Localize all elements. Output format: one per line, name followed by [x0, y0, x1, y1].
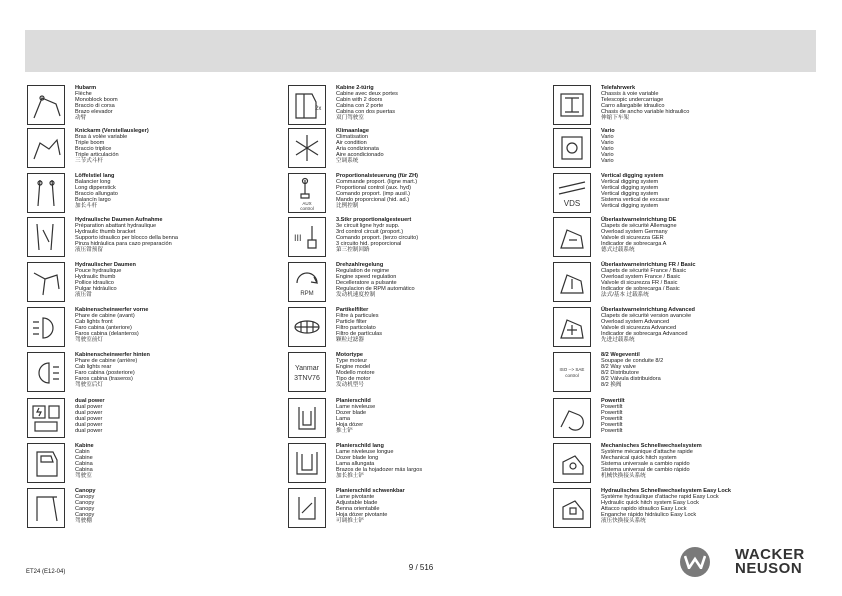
entry-translation: Vario [601, 140, 614, 147]
entry-translation: dual power [75, 422, 103, 429]
entry-translation: Overload system Germany [601, 229, 668, 236]
header-bar [25, 30, 816, 72]
entry-translation: 比例控制 [336, 203, 359, 210]
svg-text:control: control [565, 373, 579, 378]
entry-translation: Clapets de sécurité version avancée [601, 313, 692, 320]
telescopic-undercarriage-icon [553, 85, 591, 125]
entry-translation: Enganche rápido hidráulico Easy Lock [601, 512, 697, 519]
svg-text:Yanmar: Yanmar [295, 365, 319, 372]
entry-title: Vertical digging system [601, 173, 664, 179]
two-door-cabin-icon [288, 85, 326, 125]
entry-title: Kabine [75, 443, 94, 449]
entry-title: Hydraulischer Daumen [75, 262, 136, 268]
entry-translation: Regulation de regime [336, 268, 390, 275]
entry-translation: Vario [601, 152, 614, 159]
third-circuit-icon [288, 217, 326, 257]
entry-translation: Filtro particolato [336, 325, 376, 332]
entry-title: Planierschild schwenkbar [336, 488, 405, 494]
entry-translation: Valvole di sicurezza FR / Basic [601, 280, 678, 287]
entry-translation: Vertical digging system [601, 203, 659, 210]
cabin-icon [27, 443, 65, 483]
entry-translation: Cabina con dos puertas [336, 109, 396, 116]
entry-title: Partikelfilter [336, 307, 369, 313]
entry-translation: 驾驶室 [75, 473, 92, 480]
entry-translation: 8/2 Way valve [601, 364, 636, 371]
entry-translation: Cabin [75, 449, 90, 456]
entry-translation: Faros cabina (delanteros) [75, 331, 139, 338]
entry-translation: Canopy [75, 500, 95, 507]
brand-line-1: WACKER [735, 546, 805, 563]
entry-translation: 驾驶棚 [75, 518, 92, 525]
entry-translation: Engine speed regulation [336, 274, 397, 281]
rpm-icon [288, 262, 326, 302]
pivot-blade-icon [288, 488, 326, 528]
entry-translation: Aria condizionata [336, 146, 379, 153]
entry-translation: Pulgar hidráulico [75, 286, 117, 293]
entry-translation: Balancier long [75, 179, 111, 186]
entry-translation: Indicador de sobrecarga Advanced [601, 331, 688, 338]
entry-translation: Phare de cabine (avant) [75, 313, 135, 320]
entry-translation: 加长推土铲 [336, 473, 364, 480]
brand-line-2: NEUSON [735, 560, 803, 577]
entry-translation: Climatisation [336, 134, 369, 141]
entry-translation: Pouce hydraulique [75, 268, 122, 275]
entry-translation: Carro allargabile idraulico [601, 103, 665, 110]
entry-translation: Dozer blade [336, 410, 367, 417]
entry-translation: Clapets de sécurité Allemagne [601, 223, 677, 230]
entry-translation: 3 circuito hid. proporcional [336, 241, 402, 248]
entry-translation: 法式/基本 过载系统 [601, 292, 649, 299]
hydraulic-thumb-icon [27, 262, 65, 302]
entry-translation: 3e circuit ligne hydr supp. [336, 223, 400, 230]
entry-translation: Clapets de sécurité France / Basic [601, 268, 687, 275]
entry-translation: Attacco rapido idraulico Easy Lock [601, 506, 687, 513]
entry-translation: Lama [336, 416, 350, 423]
entry-title: Hydraulische Daumen Aufnahme [75, 217, 163, 223]
entry-translation: Braccio di corsa [75, 103, 115, 110]
svg-text:RPM: RPM [300, 291, 314, 297]
entry-title: Kabinenscheinwerfer vorne [75, 307, 149, 313]
entry-translation: 液压钳预留 [75, 247, 103, 254]
entry-translation: 加长斗杆 [75, 203, 98, 210]
thumb-mount-icon [27, 217, 65, 257]
entry-translation: Dozer blade long [336, 455, 379, 462]
entry-title: Hydraulisches Schnellwechselsystem Easy Lock [601, 488, 731, 494]
entry-translation: Balancín largo [75, 197, 111, 204]
rear-light-icon [27, 352, 65, 392]
entry-translation: 双门驾驶室 [336, 115, 364, 122]
dozer-blade-icon [288, 398, 326, 438]
entry-translation: Brazo elevador [75, 109, 113, 116]
powertilt-icon [553, 398, 591, 438]
entry-translation: 3rd control circuit (proport.) [336, 229, 404, 236]
entry-translation: Pinza hidráulica para cazo preparación [75, 241, 172, 248]
long-dozer-blade-icon [288, 443, 326, 483]
entry-translation: Hydraulic quick hitch system Easy Lock [601, 500, 699, 507]
entry-title: Löffelstiel lang [75, 173, 115, 179]
entry-translation: Canopy [75, 494, 95, 501]
entry-translation: Powertilt [601, 422, 623, 429]
front-light-icon [27, 307, 65, 347]
entry-title: Knickarm (Verstellausleger) [75, 128, 149, 134]
entry-translation: Decelleratore a pulsante [336, 280, 397, 287]
entry-translation: Supporto idraulico per blocco della benna [75, 235, 178, 242]
entry-translation: 动臂 [75, 115, 87, 122]
entry-title: Mechanisches Schnellwechselsystem [601, 443, 702, 449]
entry-translation: Cab lights rear [75, 364, 112, 371]
entry-translation: Vario [601, 134, 614, 141]
entry-translation: 机械快换接头系统 [601, 473, 646, 480]
entry-translation: Canopy [75, 512, 95, 519]
entry-translation: Telescopic undercarriage [601, 97, 664, 104]
snowflake-icon [288, 128, 326, 168]
entry-translation: Sistema universal de cambio rápido [601, 467, 690, 474]
entry-translation: Aire acondicionado [336, 152, 384, 159]
entry-translation: 可调推土铲 [336, 518, 364, 525]
entry-translation: Type moteur [336, 358, 368, 365]
entry-translation: Indicador de sobrecarga A [601, 241, 667, 248]
entry-translation: Mechanical quick hitch system [601, 455, 677, 462]
dual-power-icon [27, 398, 65, 438]
entry-translation: Filtro de partículas [336, 331, 383, 338]
entry-translation: Proportional control (aux. hyd) [336, 185, 411, 192]
entry-translation: Triple articulación [75, 152, 119, 159]
overload-fr-icon [553, 262, 591, 302]
document-code: ET24 (E12-04) [26, 569, 66, 575]
entry-translation: 伸缩下车架 [601, 115, 629, 122]
entry-translation: Modello motore [336, 370, 375, 377]
entry-translation: Faro cabina (anteriore) [75, 325, 132, 332]
entry-translation: Air condition [336, 140, 367, 147]
svg-text:III: III [294, 233, 302, 243]
entry-translation: 发动机速度控制 [336, 292, 376, 299]
svg-text:3TNV76: 3TNV76 [294, 375, 320, 382]
entry-title: Drehzahlregelung [336, 262, 384, 268]
entry-translation: Canopy [75, 506, 95, 513]
entry-translation: Cabin with 2 doors [336, 97, 383, 104]
entry-title: Vario [601, 128, 615, 134]
svg-text:VDS: VDS [563, 199, 581, 208]
particle-filter-icon [288, 307, 326, 347]
entry-translation: Cabine [75, 455, 93, 462]
mech-quick-hitch-icon [553, 443, 591, 483]
entry-translation: Commande proport. (ligne mart.) [336, 179, 418, 186]
entry-title: Überlastwarneinrichtung FR / Basic [601, 262, 696, 268]
entry-title: Canopy [75, 488, 96, 494]
entry-translation: Overload system Advanced [601, 319, 670, 326]
entry-title: Kabinenscheinwerfer hinten [75, 352, 150, 358]
entry-translation: 颗粒过滤器 [336, 337, 364, 344]
entry-title: Klimaanlage [336, 128, 369, 134]
brand-logo [680, 545, 820, 579]
entry-translation: Comando proport. (terzo circuito) [336, 235, 419, 242]
entry-translation: Braccio triplice [75, 146, 112, 153]
canopy-icon [27, 488, 65, 528]
entry-translation: Valvole di sicurezza Advanced [601, 325, 677, 332]
entry-translation: 液压快换接头系统 [601, 518, 646, 525]
entry-translation: 驾驶室后灯 [75, 382, 103, 389]
entry-translation: 8/2 换阀 [601, 382, 622, 389]
entry-title: Überlastwarneinrichtung Advanced [601, 307, 695, 313]
entry-translation: Powertilt [601, 428, 623, 435]
entry-translation: 第三控制回路 [336, 247, 370, 254]
entry-translation: Lame pivotante [336, 494, 375, 501]
entry-translation: Cabina [75, 461, 93, 468]
entry-translation: Vertical digging system [601, 191, 659, 198]
entry-translation: dual power [75, 416, 103, 423]
entry-translation: Système hydraulique d'attache rapid Easy Lock [601, 494, 719, 501]
entry-title: Motortype [336, 352, 364, 358]
entry-translation: Vario [601, 146, 614, 153]
entry-translation: Cab lights front [75, 319, 113, 326]
entry-title: Überlastwarneinrichtung DE [601, 217, 677, 223]
boom-arm-icon [27, 85, 65, 125]
svg-text:AUX: AUX [302, 201, 312, 206]
entry-translation: 发动机型号 [336, 382, 364, 389]
way-valve-icon [553, 352, 591, 392]
entry-translation: Système mécanique d'attache rapide [601, 449, 693, 456]
entry-translation: Hydraulic thumb bracket [75, 229, 136, 236]
entry-translation: 先进过载系统 [601, 337, 635, 344]
entry-translation: Faros cabina (traseros) [75, 376, 133, 383]
entry-translation: Cabina con 2 porte [336, 103, 384, 110]
entry-translation: Lame niveleuse longue [336, 449, 394, 456]
entry-translation: Adjustable blade [336, 500, 378, 507]
entry-translation: Vario [601, 158, 614, 165]
entry-translation: Hydraulic thumb [75, 274, 116, 281]
entry-translation: Soupape de conduite 8/2 [601, 358, 664, 365]
entry-translation: dual power [75, 404, 103, 411]
entry-translation: Particle filter [336, 319, 367, 326]
entry-translation: Filtre à particules [336, 313, 379, 320]
entry-translation: Powertilt [601, 410, 623, 417]
hyd-quick-hitch-icon [553, 488, 591, 528]
entry-translation: Mando proporcional (hid. ad.) [336, 197, 410, 204]
entry-translation: Hoja dózer [336, 422, 364, 429]
entry-translation: 德式过载系统 [601, 247, 635, 254]
engine-type-icon [288, 352, 326, 392]
page-number: 9 / 516 [408, 563, 434, 572]
entry-translation: Indicador de sobrecarga / Basic [601, 286, 680, 293]
entry-translation: Engine model [336, 364, 371, 371]
entry-translation: dual power [75, 410, 103, 417]
entry-translation: Overload system France / Basic [601, 274, 681, 281]
overload-de-icon [553, 217, 591, 257]
entry-title: Telefahrwerk [601, 85, 636, 91]
entry-translation: 8/2 Válvula distribuidora [601, 376, 661, 383]
entry-title: Planierschild [336, 398, 371, 404]
entry-translation: 推土铲 [336, 428, 353, 435]
overload-advanced-icon [553, 307, 591, 347]
long-dipper-icon [27, 173, 65, 213]
entry-title: 8/2 Wegeventil [601, 352, 640, 358]
entry-title: 3.Stkr proportionalgesteuert [336, 217, 412, 223]
entry-translation: 驾驶室前灯 [75, 337, 103, 344]
entry-translation: Pollice idraulico [75, 280, 114, 287]
entry-translation: 液压钳 [75, 292, 92, 299]
entry-translation: Powertilt [601, 416, 623, 423]
entry-translation: Valvole di sicurezza GER [601, 235, 664, 242]
entry-translation: Comando proport. (imp ausil.) [336, 191, 410, 198]
entry-translation: Vertical digging system [601, 179, 659, 186]
entry-title: Hubarm [75, 85, 97, 91]
entry-translation: 空调系统 [336, 158, 359, 165]
entry-translation: Flèche [75, 91, 92, 98]
svg-text:control: control [300, 206, 314, 210]
wacker-logo-icon [680, 547, 710, 577]
entry-translation: Monoblock boom [75, 97, 118, 104]
articulated-boom-icon [27, 128, 65, 168]
entry-translation: 8/2 Distributore [601, 370, 639, 377]
entry-translation: Brazos de la hojadozer más largos [336, 467, 423, 474]
entry-title: Planierschild lang [336, 443, 384, 449]
entry-translation: 三节式斗杆 [75, 158, 103, 165]
svg-text:2x: 2x [315, 106, 322, 112]
entry-translation: dual power [75, 428, 103, 435]
entry-translation: Sistema vertical de excavar [601, 197, 670, 204]
entry-translation: Lame niveleuse [336, 404, 376, 411]
entry-translation: Bras à volée variable [75, 134, 128, 141]
entry-translation: Chassis à voie variable [601, 91, 659, 98]
entry-translation: Regulacion de RPM automático [336, 286, 415, 293]
entry-translation: Braccio allungato [75, 191, 118, 198]
entry-translation: Cabina [75, 467, 93, 474]
entry-translation: Powertilt [601, 404, 623, 411]
entry-translation: Triple boom [75, 140, 105, 147]
entry-translation: Cabine avec deux portes [336, 91, 398, 98]
entry-translation: Tipo de motor [336, 376, 371, 383]
vario-icon [553, 128, 591, 168]
entry-translation: Faro cabina (posteriore) [75, 370, 135, 377]
svg-text:ISO --> SAE: ISO --> SAE [559, 367, 585, 372]
entry-translation: Préparation abattant hydraulique [75, 223, 157, 230]
entry-translation: Long dipperstick [75, 185, 116, 192]
entry-translation: Phare de cabine (arrière) [75, 358, 138, 365]
entry-translation: Lama allungata [336, 461, 375, 468]
vds-icon [553, 173, 591, 213]
entry-title: Powertilt [601, 398, 625, 404]
entry-title: Kabine 2-türig [336, 85, 374, 91]
entry-title: dual power [75, 398, 105, 404]
entry-translation: Benna orientabile [336, 506, 380, 513]
entry-translation: Chasis de ancho variable hidraulico [601, 109, 690, 116]
entry-title: Proportionalsteuerung (für ZH) [336, 173, 419, 179]
entry-translation: Sistema universale a cambio rapido [601, 461, 690, 468]
joystick-aux-icon [288, 173, 326, 213]
entry-translation: Hoja dózer pivotante [336, 512, 388, 519]
entry-translation: Vertical digging system [601, 185, 659, 192]
